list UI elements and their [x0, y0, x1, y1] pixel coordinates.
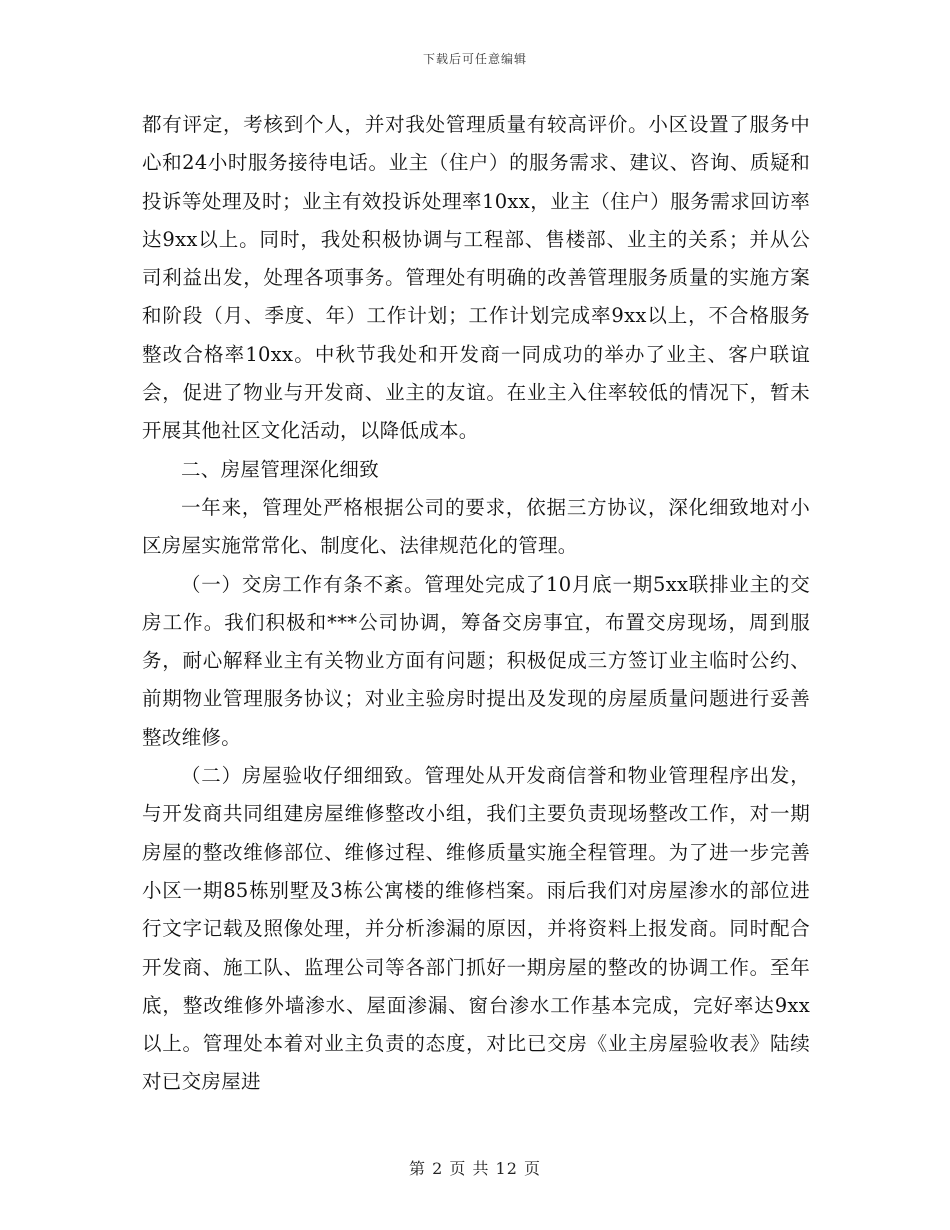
paragraph-housing-intro: 一年来，管理处严格根据公司的要求，依据三方协议，深化细致地对小区房屋实施常常化、制度化、法律规范化的管理。: [142, 495, 810, 558]
document-body: [142, 106, 810, 1102]
paragraph-house-inspection: （二）房屋验收仔细细致。管理处从开发商信誉和物业管理程序出发，与开发商共同组建房屋维修整改小组，我们主要负责现场整改工作，对一期房屋的整改维修部位、维修过程、维修质量实施全程管理。为了进一步完善小区一期85栋别墅及3栋公寓楼的维修档案。雨后我们对房屋渗水的部位进行文字记载及照像处理，并分析渗漏的原因，并将资料上报发商。同时配合开发商、施工队、监理公司等各部门抓好一期房屋的整改的协调工作。至年底，整改维修外墙渗水、屋面渗漏、窗台渗水工作基本完成，完好率达9xx以上。管理处本着对业主负责的态度，对比已交房《业主房屋验收表》陆续对已交房屋进: [142, 764, 810, 1094]
page-header-note: 下载后可任意编辑: [422, 52, 527, 66]
paragraph-service-evaluation: 都有评定，考核到个人，并对我处管理质量有较高评价。小区设置了服务中心和24小时服务接待电话。业主（住户）的服务需求、建议、咨询、质疑和投诉等处理及时；业主有效投诉处理率10xx，业主（住户）服务需求回访率达9xx以上。同时，我处积极协调与工程部、售楼部、业主的关系；并从公司利益出发，处理各项事务。管理处有明确的改善管理服务质量的实施方案和阶段（月、季度、年）工作计划；工作计划完成率9xx以上，不合格服务整改合格率10xx。中秋节我处和开发商一同成功的举办了业主、客户联谊会，促进了物业与开发商、业主的友谊。在业主入住率较低的情况下，暂未开展其他社区文化活动，以降低成本。: [142, 113, 810, 443]
paragraph-handover-work: （一）交房工作有条不紊。管理处完成了10月底一期5xx联排业主的交房工作。我们积极和***公司协调，筹备交房事宜，布置交房现场，周到服务，耐心解释业主有关物业方面有问题；积极促成三方签订业主临时公约、前期物业管理服务协议；对业主验房时提出及发现的房屋质量问题进行妥善整改维修。: [142, 572, 810, 749]
section-heading-housing-management: 二、房屋管理深化细致: [181, 457, 380, 481]
page-number-footer: 第 2 页 共 12 页: [409, 1159, 541, 1178]
